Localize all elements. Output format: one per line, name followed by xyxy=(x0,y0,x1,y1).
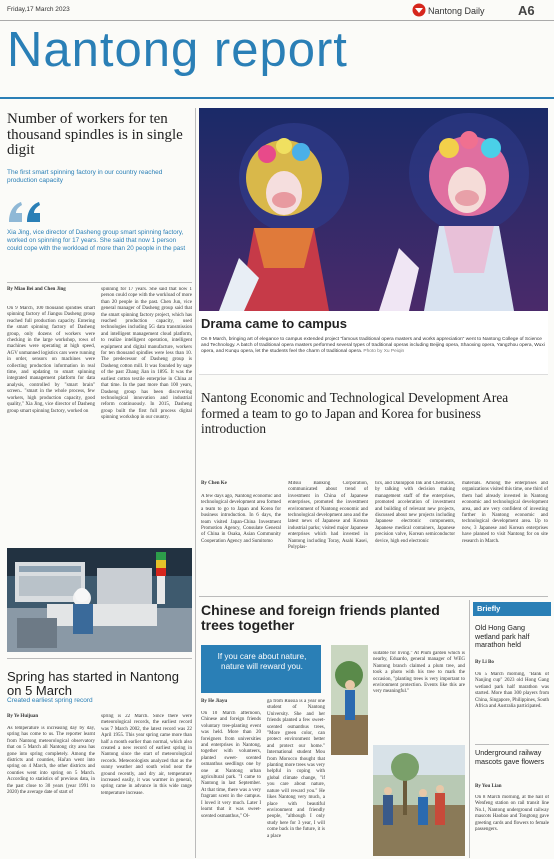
title-divider xyxy=(0,97,554,99)
opera-photo xyxy=(199,108,548,311)
spindles-headline: Number of workers for ten thousand spindles is in single digit xyxy=(7,111,183,158)
spindles-col-1: On 9 March, 100 thousand spindles smart spinning factory of Jiangsu Dasheng group reached full production capacity. Entering the smart spinning factory of Dasheng group, only dozens of workers were checking in the large workshop, rows of machines were operating at high speed, AGV unmanned logistics cars were running in order, sensors on machines were collecting production information in real time, and updating to smart spinning integrated management platform for data analysis, controlled by "smart brain" screen.. "smart in the whole process, few workers, high production capacity, good quality," Xia Jing, vice director of Dasheng group smart spinning factory, worked on xyxy=(7,306,95,414)
issue-date: Friday,17 March 2023 xyxy=(7,6,70,13)
briefly-item-2-headline: Underground railway mascots gave flowers xyxy=(475,748,545,766)
briefly-item-2-byline: By You Lian xyxy=(475,784,502,789)
spring-headline: Spring has started in Nantong on 5 March xyxy=(7,669,179,698)
briefly-item-1-byline: By Li Bo xyxy=(475,660,494,665)
economic-byline: By Chen Ke xyxy=(201,481,227,486)
trees-quote: If you care about nature, nature will reward you. xyxy=(217,652,307,671)
drama-photo-credit: Photo by Xu Peiqin xyxy=(363,349,405,355)
economic-col-2: Mitsui Banking Corporation, communicated about trend of investment in China of Japanese enterprises, promoted the investment environment of Nantong economic and technological development area and the latest news of Japanese and Korean industrial parks; visited major Japanese enterprises which had invested in Nantong including Toray, Asahi Kasei, Polyplas- xyxy=(288,481,368,551)
drama-caption-text: On 9 March, bringing art of elegance to campus extended project "famous traditional opera masters and works appreciation" went to Nantong College of Science and Technology. A batch of traditional opera masters performed several types of traditional operas including Beijing opera, Shaoxing opera, Yangzhou opera, Wuxi opera, and Kunqu opera, let the students feel the charm of traditional opera. xyxy=(201,337,545,355)
spring-byline: By Ye Huijuan xyxy=(7,714,39,719)
column-divider xyxy=(469,600,470,858)
economic-col-1: A few days ago, Nantong economic and technological development area formed a team to go to Japan and Korea for business introduction. In 6 days, the team visited Japan-China Investment Promotion Agency, Consulate General of China in Osaka, Asian Community Cooperation Agency and Sumitomo xyxy=(201,494,281,544)
economic-col-4: materials. Among the enterprises and organizations visited this time, one third of them had already invested in Nantong economic and technological development area, and are very confident of investing further in Nantong economic and technological development area. Up to now, 3 Japanese and Korean enterprises have planned to visit Nantong for on site research in March. xyxy=(462,481,548,544)
trees-byline: By He Jiayu xyxy=(201,699,228,704)
quote-icon xyxy=(7,200,43,224)
trees-col-3: suitable for living." At Plum garden which is nearby, Eduardo, general manager of WEG Nantong branch claimed a plum tree, and took a photo with his tree to mark the occasion, "planting trees is very important to environment protection. Events like this are very meaningful." xyxy=(373,651,465,695)
spring-col-1: As temperature is increasing day by day, spring has come to us. The reporter learnt from Nantong meteorological observatory that on 5 March all Nantong city area has gone into spring completely. Among the districts and counties, Hai'an went into spring on 4 March, the other districts and counties went into spring on 5 March. According to statistics of previous data, in the past close to 30 years (year 1991 to 2020) the average date of start of xyxy=(7,726,95,796)
tree-planting-photo-2 xyxy=(373,745,465,856)
nantong-daily-logo-icon xyxy=(412,3,426,17)
spindles-pull-quote: Xia Jing, vice director of Dasheng group smart spinning factory, worked on spinning for 17 years. She said that now 1 person could cope with the workload of more than 20 people in the past xyxy=(7,229,186,252)
divider xyxy=(475,744,549,745)
drama-headline: Drama came to campus xyxy=(201,316,347,331)
drama-caption xyxy=(201,337,546,355)
column-divider xyxy=(195,108,196,858)
economic-col-3: tics, and Dainippon Ink and Chemicals, by talking with decision making management staff of the enterprises, promoted acceleration of investment and building of relevant new projects, discussed about new projects including Japanese electronic components, Japanese medical containers, Japanese precision valve, Korean semiconductor device, high end electronic xyxy=(375,481,455,544)
briefly-item-1-body: On 5 March morning, "Bank of Nanjing cup" 2023 old Hong Gang wetland park half marathon was started. More than 300 players from China, Singapore, Philippines, South Africa and Australia participated. xyxy=(475,672,549,710)
trees-headline: Chinese and foreign friends planted trees together xyxy=(201,602,440,633)
factory-photo xyxy=(7,548,192,652)
spring-col-2: spring is 22 March. Since there were meteorological records, the earliest record was 7 March 2002, the latest record was 22 April 1955. This year spring came more than half a month earlier than normal, which also created a new record of earliest spring in Nantong since the start of meteorological records. Meteorologists analyzed that as the sunny weather and south wind near the ground recently, and dry air, temperature increased easily, it was warmer in general, spring came in advance in this wide range temperature increase. xyxy=(101,714,192,796)
section-title: Nantong report xyxy=(7,23,348,77)
briefly-item-1-headline: Old Hong Gang wetland park half marathon held xyxy=(475,623,530,649)
spindles-byline: By Miao Bei and Chen Jing xyxy=(7,287,66,292)
divider xyxy=(7,658,192,659)
divider xyxy=(199,596,548,597)
briefly-item-2-body: On 8 March morning, at the hall of Wenfeng station on rail transit line No.1, Nantong underground railway mascots Haobao and Tongtong gave greeting cards and flowers to female passengers. xyxy=(475,795,549,833)
trees-col-2: ga from Russia is a year one student of Nantong University. She and her friends planted a few sweet- scented osmanthus trees, "More green color, can protect environment better and protect our home." International student Mou from Morocco thought that planting more trees was very helpful in coping with global climate change, "if you care about nature, nature will reward you." He likes Nantong very much, a place with beautiful environment and friendly people, "although I only study here for 3 year, I will come back in the future, it is a place xyxy=(267,699,325,839)
spindles-col-2: spinning for 17 years. She said that now 1 person could cope with the workload of more than 20 people in the past. Chen Jun, vice general manager of Dasheng group said that the smart spinning factory project, which has reached production capacity, used technologies including 5G data transmission and intelligent management cloud platform, to realize intelligent operation, intelligent equipment and digital manufacture, workers for ten thousand spindles were less than 10. The predecessor of Dasheng group is Dasheng cotton mill. It was founded by sage of the past Zhang Jian in 1895. It was the earliest cotton textile enterprise in China at that time. In the past more than 100 years, Dasheng group has been discovering technological innovation and industrial reform continuously. In 2015, Dasheng group built the first full process digital spinning workshop in our country. xyxy=(101,287,192,421)
divider xyxy=(7,282,192,283)
trees-col-1: On 10 March afternoon, Chinese and foreign friends voluntary tree-planting event was held. More than 20 foreigners from universities and enterprises in Nantong, together with volunteers, planted sweet- scented osmanthus seedlings one by one at Nantong urban agricultural park. "I came to Nantong in last September. At that time, there was a very fragrant scent in the campus. I loved it very much. Later I learnt that it was sweet-scented osmanthus," Ol- xyxy=(201,711,261,819)
spindles-subhead: The first smart spinning factory in our country reached production capacity xyxy=(7,169,163,184)
page-number: A6 xyxy=(518,3,535,18)
spring-subhead: Created earliest spring record xyxy=(7,697,93,704)
economic-headline: Nantong Economic and Technological Development Area formed a team to go to Japan and Korea for business introduction xyxy=(201,390,509,436)
tree-planting-photo-1 xyxy=(331,645,368,755)
briefly-label: Briefly xyxy=(477,604,501,613)
paper-name: Nantong Daily xyxy=(428,6,485,16)
